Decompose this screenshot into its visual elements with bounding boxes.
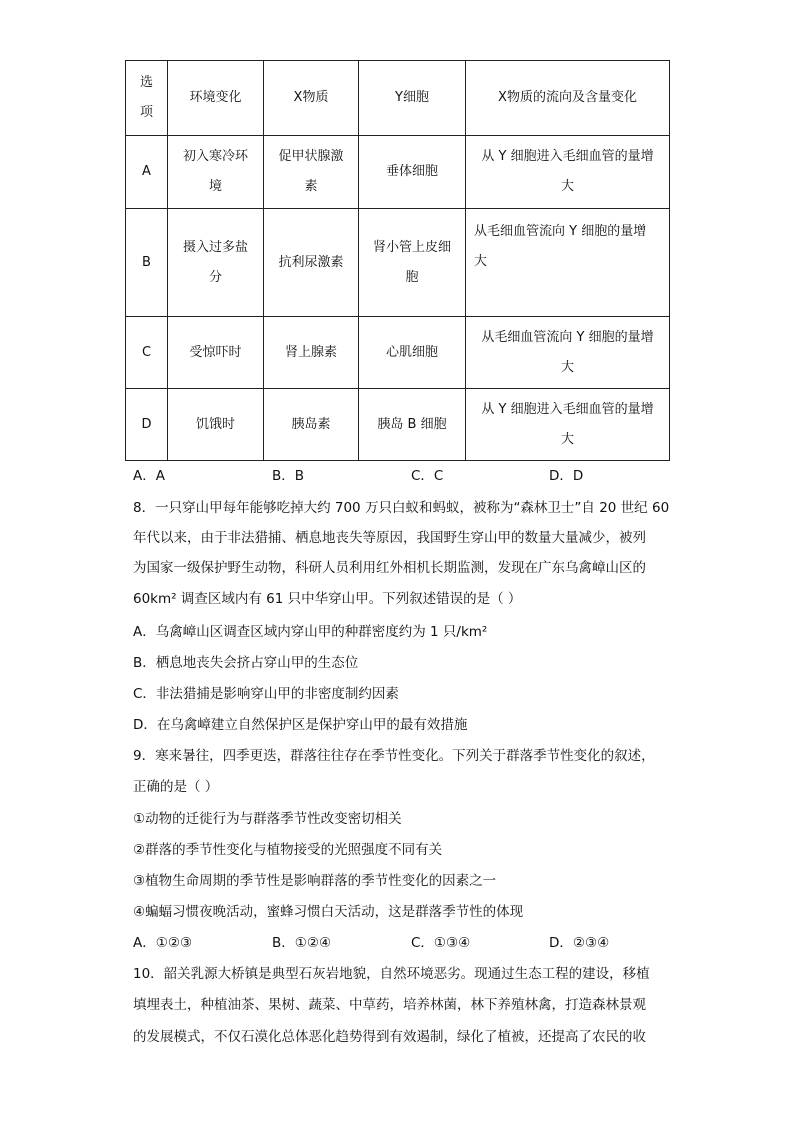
cell-line: 胞 (405, 269, 419, 285)
q7-option-d: D．D (549, 468, 584, 484)
cell-y (359, 317, 466, 389)
q9-statement-3: ③植物生命周期的季节性是影响群落的季节性变化的因素之一 (133, 873, 497, 889)
cell-line: 胰岛素 (291, 416, 331, 432)
cell-line: 境 (208, 179, 222, 194)
header-option-line2: 项 (139, 105, 153, 120)
q7-option-c: C．C (411, 468, 444, 484)
q9-option-c: C．①③④ (411, 935, 471, 951)
cell-line: 素 (304, 179, 318, 194)
cell-option: D (126, 389, 168, 461)
cell-line: 饥饿时 (195, 416, 235, 432)
q10-stem-line: 的发展模式，不仅石漠化总体恶化趋势得到有效遏制，绿化了植被，还提高了农民的收 (133, 1029, 646, 1045)
q9-stem-line: 正确的是（ ） (133, 779, 219, 795)
q9-option-a: A．①②③ (133, 935, 193, 951)
q8-option-d: D．在乌禽嶂建立自然保护区是保护穿山甲的最有效措施 (133, 717, 468, 733)
q7-option-a: A．A (133, 468, 165, 484)
q9-statement-1: ①动物的迁徙行为与群落季节性改变密切相关 (133, 811, 402, 827)
q9-statement-4: ④蝙蝠习惯夜晚活动，蜜蜂习惯白天活动，这是群落季节性的体现 (133, 904, 524, 920)
cell-line: 受惊吓时 (189, 344, 242, 360)
cell-env (168, 209, 264, 317)
cell-env (168, 389, 264, 461)
cell-line: 初入寒冷环 (182, 149, 248, 164)
q9-stem-line: 9．寒来暑往，四季更迭，群落往往存在季节性变化。下列关于群落季节性变化的叙述， (133, 748, 655, 764)
q8-option-b: B．栖息地丧失会挤占穿山甲的生态位 (133, 655, 359, 671)
q8-stem-line: 60km² 调查区域内有 61 只中华穿山甲。下列叙述错误的是（ ） (133, 591, 522, 607)
cell-option: B (126, 209, 168, 317)
q9-statement-2: ②群落的季节性变化与植物接受的光照强度不同有关 (133, 842, 443, 858)
cell-option: A (126, 136, 168, 209)
header-x: X物质 (264, 61, 359, 136)
cell-line: 从毛细血管流向 Y 细胞的量增 (474, 224, 647, 239)
answer-table (125, 60, 670, 461)
q8-option-c: C．非法猎捕是影响穿山甲的非密度制约因素 (133, 686, 399, 702)
table-row (126, 317, 670, 389)
table-row (126, 209, 670, 317)
cell-line: 肾上腺素 (284, 344, 337, 360)
header-flow: X物质的流向及含量变化 (466, 61, 670, 136)
cell-option: C (126, 317, 168, 389)
q9-option-b: B．①②④ (272, 935, 332, 951)
cell-y (359, 389, 466, 461)
cell-line: 从 Y 细胞进入毛细血管的量增 (481, 149, 654, 164)
cell-line: 大 (474, 254, 488, 269)
cell-line: 抗利尿激素 (278, 254, 344, 270)
cell-line: 从 Y 细胞进入毛细血管的量增 (481, 401, 654, 417)
cell-env (168, 317, 264, 389)
cell-line: 肾小管上皮细 (372, 239, 451, 255)
cell-line: 心肌细胞 (385, 344, 438, 360)
q7-option-b: B．B (272, 468, 305, 484)
table-header-row (126, 61, 670, 136)
cell-env (168, 136, 264, 209)
header-option-line1: 选 (139, 75, 153, 90)
cell-flow (466, 209, 670, 317)
cell-line: 大 (560, 179, 574, 194)
q8-stem-line: 8．一只穿山甲每年能够吃掉大约 700 万只白蚁和蚂蚁，被称为“森林卫士”自 20 世纪 60 (133, 500, 670, 516)
q10-stem-line: 填埋表土，种植油茶、果树、蔬菜、中草药，培养林菌，林下养殖林禽，打造森林景观 (133, 997, 646, 1013)
cell-y (359, 136, 466, 209)
cell-line: 摄入过多盐 (182, 239, 248, 255)
q10-stem-line: 10．韶关乳源大桥镇是典型石灰岩地貌，自然环境恶劣。现通过生态工程的建设，移植 (133, 966, 650, 982)
cell-line: 促甲状腺激 (278, 149, 344, 164)
cell-line: 分 (208, 269, 222, 285)
q8-stem-line: 为国家一级保护野生动物，科研人员利用红外相机长期监测，发现在广东乌禽嶂山区的 (133, 560, 646, 576)
cell-x (264, 136, 359, 209)
table-row (126, 389, 670, 461)
cell-line: 从毛细血管流向 Y 细胞的量增 (481, 329, 654, 345)
cell-line: 胰岛 B 细胞 (377, 416, 447, 432)
cell-x (264, 389, 359, 461)
q8-option-a: A．乌禽嶂山区调查区域内穿山甲的种群密度约为 1 只/km² (133, 624, 488, 640)
header-env: 环境变化 (168, 61, 264, 136)
cell-x (264, 209, 359, 317)
header-y: Y细胞 (359, 61, 466, 136)
cell-line: 垂体细胞 (385, 164, 438, 179)
cell-flow (466, 317, 670, 389)
q8-stem-line: 年代以来，由于非法猎捕、栖息地丧失等原因，我国野生穿山甲的数量大量减少，被列 (133, 530, 646, 546)
cell-line: 大 (560, 359, 574, 375)
cell-x (264, 317, 359, 389)
cell-flow (466, 389, 670, 461)
cell-y (359, 209, 466, 317)
cell-line: 大 (560, 431, 574, 447)
cell-flow (466, 136, 670, 209)
table-row (126, 136, 670, 209)
header-option (126, 61, 168, 136)
q9-option-d: D．②③④ (549, 935, 610, 951)
